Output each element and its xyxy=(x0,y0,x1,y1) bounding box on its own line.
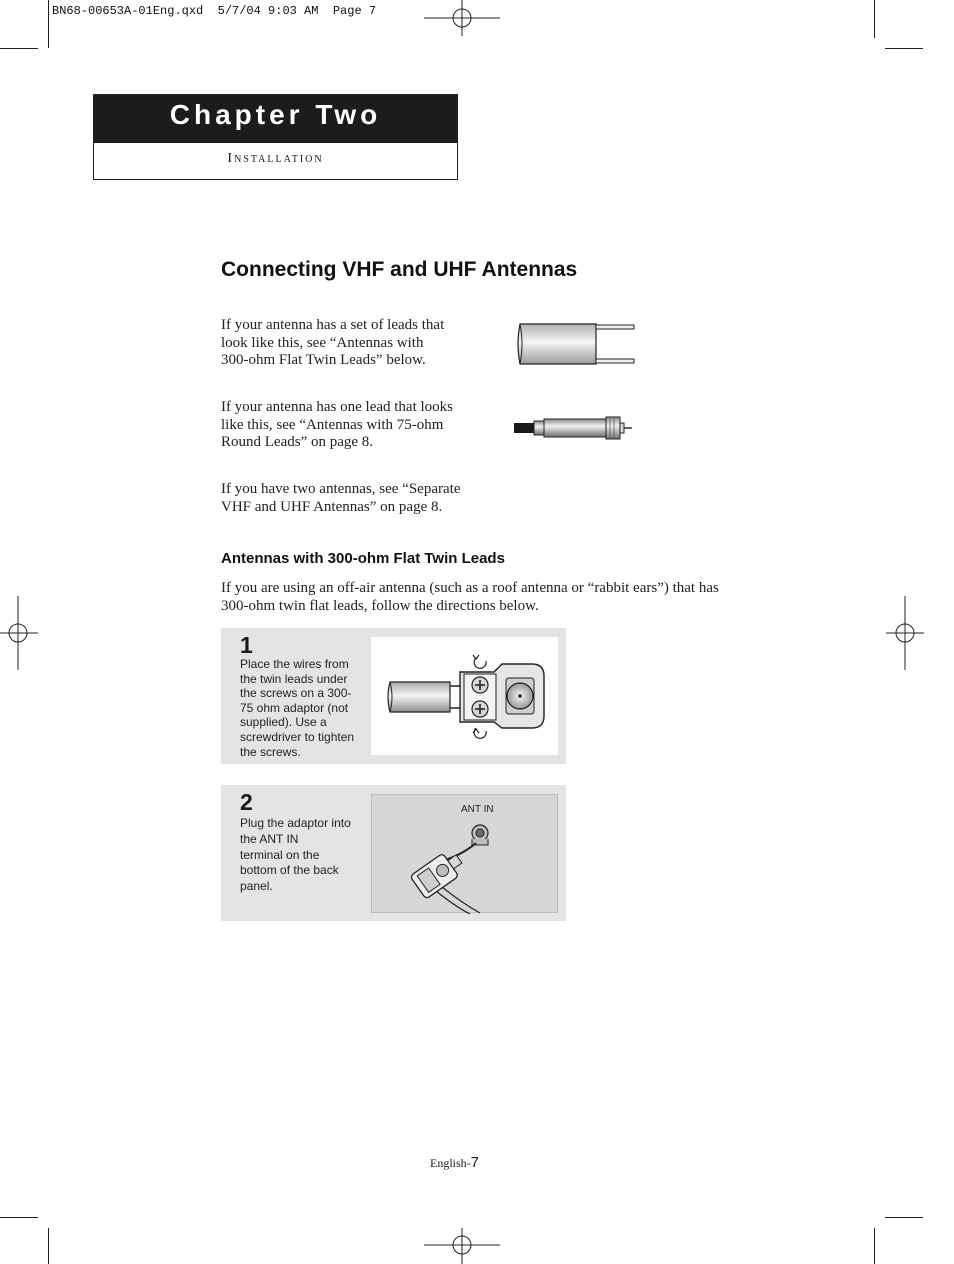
step-instructions xyxy=(240,816,368,895)
crop-mark xyxy=(0,48,38,49)
text-line: like this, see “Antennas with 75-ohm xyxy=(221,416,444,433)
text-line: terminal on the xyxy=(240,847,320,862)
crop-mark xyxy=(885,48,923,49)
subsection-paragraph xyxy=(221,580,719,615)
text-line: VHF and UHF Antennas” on page 8. xyxy=(221,498,443,515)
step-number: 1 xyxy=(240,632,253,658)
text-line: supplied). Use a xyxy=(240,715,327,730)
step-panel-2 xyxy=(221,785,566,921)
text-line: 300-ohm twin flat leads, follow the directions below. xyxy=(221,597,539,614)
text-line: 75 ohm adaptor (not xyxy=(240,700,349,715)
crop-mark xyxy=(885,1217,923,1218)
text-line: If you have two antennas, see “Separate xyxy=(221,481,461,497)
crop-mark xyxy=(48,1228,49,1264)
text-line: the screws. xyxy=(240,744,301,759)
registration-mark-icon xyxy=(0,594,40,672)
registration-mark-icon xyxy=(422,0,502,38)
ant-in-label: ANT IN xyxy=(461,804,494,815)
text-line: If you are using an off-air antenna (such as a roof antenna or “rabbit ears”) that has xyxy=(221,580,719,596)
text-line: panel. xyxy=(240,879,273,894)
text-line: the screws on a 300- xyxy=(240,686,352,701)
intro-paragraph xyxy=(221,317,444,370)
step-instructions xyxy=(240,657,368,759)
text-line: Plug the adaptor into xyxy=(240,816,351,830)
intro-paragraph xyxy=(221,399,453,452)
crop-mark xyxy=(0,1217,38,1218)
crop-mark xyxy=(874,0,875,38)
text-line: the ANT IN xyxy=(240,831,299,846)
back-panel-figure xyxy=(371,794,558,913)
section-title: Connecting VHF and UHF Antennas xyxy=(221,258,578,281)
text-line: Round Leads” on page 8. xyxy=(221,434,374,450)
adaptor-plug-icon xyxy=(372,795,559,914)
footer-language: English- xyxy=(430,1156,471,1170)
step-panel-1 xyxy=(221,628,566,764)
text-line: look like this, see “Antennas with xyxy=(221,334,424,351)
subsection-title: Antennas with 300-ohm Flat Twin Leads xyxy=(221,550,505,567)
text-line: Place the wires from xyxy=(240,657,349,671)
intro-paragraph xyxy=(221,481,460,516)
text-line: If your antenna has a set of leads that xyxy=(221,317,445,333)
adaptor-figure xyxy=(371,637,558,755)
page-footer xyxy=(430,1154,479,1171)
crop-mark xyxy=(874,1228,875,1264)
step-number: 2 xyxy=(240,789,253,815)
print-slug: BN68-00653A-01Eng.qxd 5/7/04 9:03 AM Page 7 xyxy=(52,4,377,18)
text-line: If your antenna has one lead that looks xyxy=(221,399,454,415)
registration-mark-icon xyxy=(422,1226,502,1264)
round-coax-lead-icon xyxy=(512,414,636,442)
chapter-header xyxy=(93,94,458,180)
chapter-subtitle: Installation xyxy=(227,151,324,166)
flat-twin-lead-icon xyxy=(512,320,638,368)
chapter-title: Chapter Two xyxy=(169,99,382,130)
text-line: bottom of the back xyxy=(240,863,339,878)
crop-mark xyxy=(48,0,49,48)
text-line: 300-ohm Flat Twin Leads” below. xyxy=(221,352,426,368)
adaptor-screws-icon xyxy=(372,638,559,756)
text-line: the twin leads under xyxy=(240,671,348,686)
text-line: screwdriver to tighten xyxy=(240,729,355,744)
page-number: 7 xyxy=(470,1154,480,1171)
registration-mark-icon xyxy=(884,594,924,672)
